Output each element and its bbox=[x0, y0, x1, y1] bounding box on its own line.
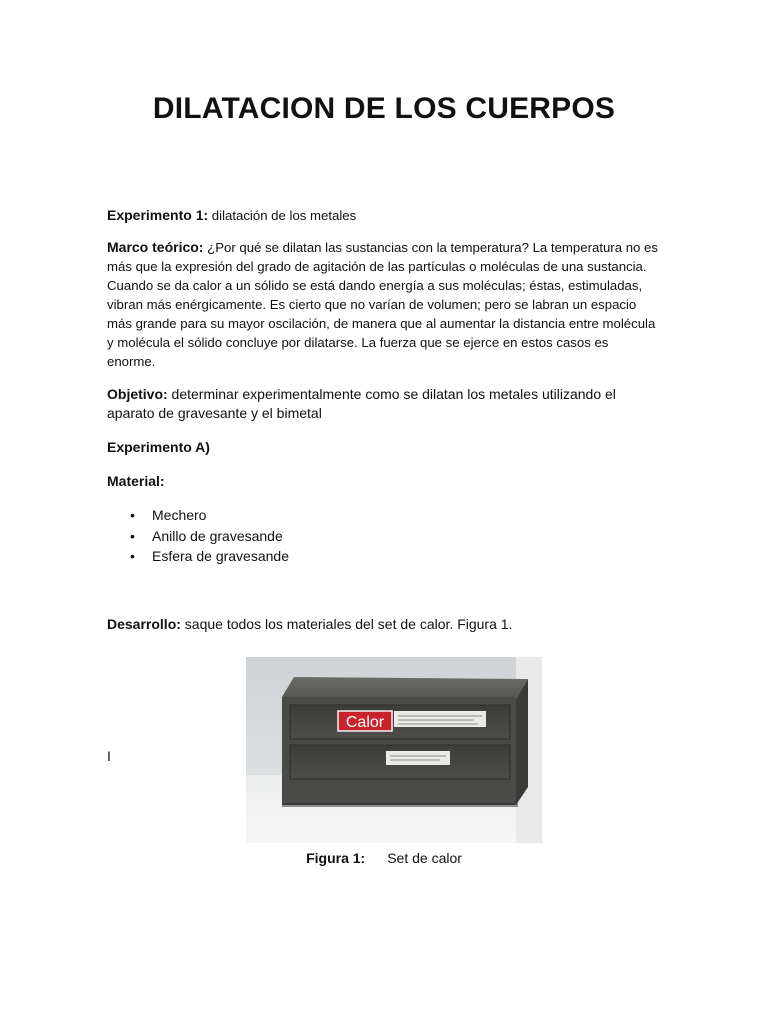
cabinet-top bbox=[282, 677, 528, 699]
objetivo-text: determinar experimentalmente como se dilatan los metales utilizando el aparato de gravesante y el bimetal bbox=[107, 386, 616, 421]
list-item: • Mechero bbox=[130, 505, 289, 526]
experimento-a-heading bbox=[107, 438, 659, 457]
figure-caption-text: Set de calor bbox=[387, 850, 462, 866]
drawer-label-sticker bbox=[386, 751, 450, 765]
experimento-1-label: Experimento 1: bbox=[107, 207, 209, 223]
desarrollo-label: Desarrollo: bbox=[107, 616, 181, 632]
experimento-1-line bbox=[107, 206, 659, 225]
material-heading bbox=[107, 472, 659, 491]
desarrollo-text: saque todos los materiales del set de calor. Figura 1. bbox=[180, 616, 513, 632]
marco-teorico-label: Marco teórico: bbox=[107, 239, 204, 255]
marco-teorico-text: ¿Por qué se dilatan las sustancias con la temperatura? La temperatura no es más que la expresión del grado de agitación de las partículas o moléculas de una sustancia. Cuando se da calor a un sólido se está dando energía a sus moléculas; éstas, estimuladas, vibran más enérgicamente. Es cierto que no varían de volumen; pero se labran un espacio más grande para su mayor oscilación, de manera que al aumentar la distancia entre molécula y molécula el sólido concluye por dilatarse. La fuerza que se ejerce en estos casos es enorme. bbox=[107, 240, 658, 369]
experimento-a-label: Experimento A) bbox=[107, 439, 210, 455]
list-item: • Anillo de gravesande bbox=[130, 526, 289, 547]
cabinet-illustration bbox=[246, 657, 542, 843]
calor-label-text: Calor bbox=[345, 714, 385, 731]
text-cursor-mark: I bbox=[107, 748, 111, 764]
marco-teorico-paragraph bbox=[107, 238, 659, 371]
material-label: Material: bbox=[107, 473, 165, 489]
experimento-1-text: dilatación de los metales bbox=[208, 208, 357, 223]
drawer-label-sticker bbox=[394, 711, 486, 727]
objetivo-label: Objetivo: bbox=[107, 386, 168, 402]
document-title: DILATACION DE LOS CUERPOS bbox=[152, 92, 616, 125]
figure-photo-set-de-calor bbox=[246, 657, 542, 843]
material-list bbox=[130, 505, 289, 567]
desarrollo-paragraph bbox=[107, 615, 659, 634]
figure-caption-label: Figura 1: bbox=[306, 850, 366, 866]
objetivo-paragraph bbox=[107, 385, 659, 423]
figure-caption bbox=[0, 850, 768, 866]
list-item: • Esfera de gravesande bbox=[130, 546, 289, 567]
